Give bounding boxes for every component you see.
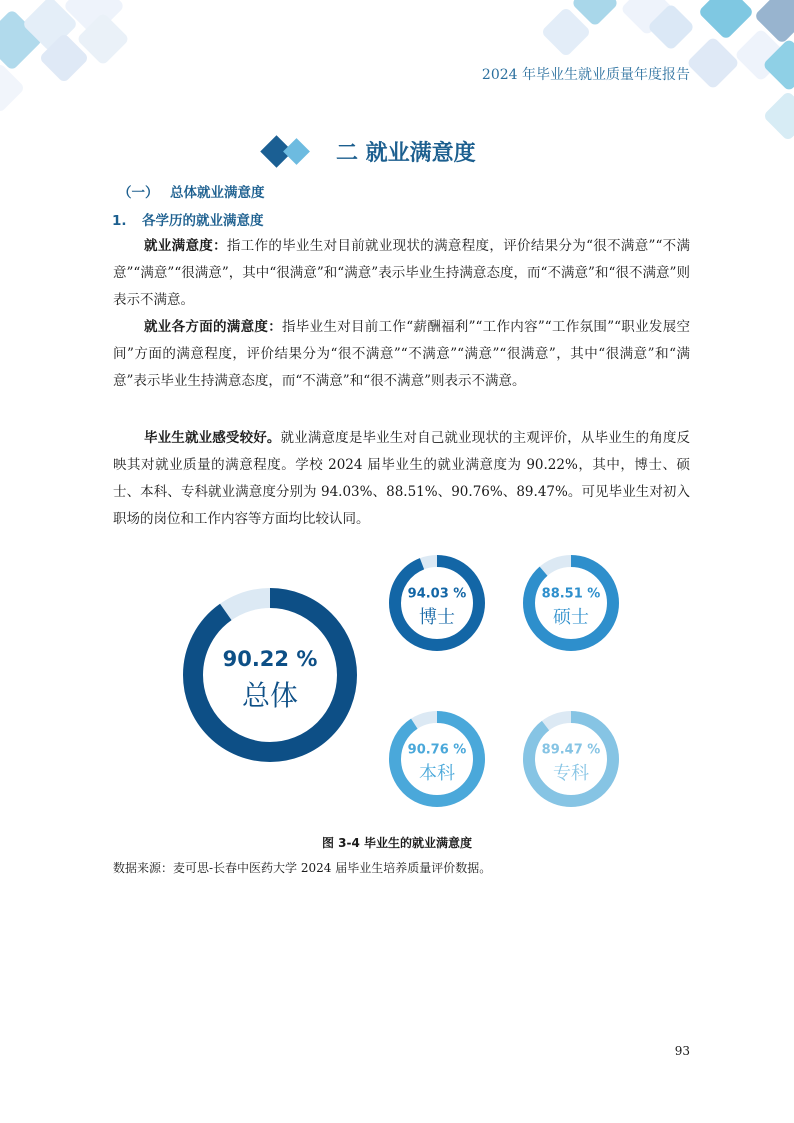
donut-arc-overall bbox=[193, 598, 347, 752]
subsubsection-title: 各学历的就业满意度 bbox=[142, 213, 264, 229]
donut-arc-bachelor bbox=[395, 717, 479, 801]
donut-master bbox=[529, 561, 613, 645]
heading-diamond-light-icon bbox=[283, 138, 310, 165]
donut-category-label-master: 硕士 bbox=[553, 607, 589, 628]
data-source-note: 数据来源：麦可思-长春中医药大学 2024 届毕业生培养质量评价数据。 bbox=[113, 861, 492, 875]
donut-value-label-college: 89.47 % bbox=[541, 742, 601, 758]
figure-caption: 图 3-4 毕业生的就业满意度 bbox=[321, 836, 473, 850]
subsubsection-number: 1. bbox=[112, 213, 127, 229]
subsubsection-heading bbox=[112, 209, 264, 229]
subsection-heading bbox=[118, 181, 265, 201]
paragraph-text: 指工作的毕业生对目前就业现状的满意程度，评价结果分为“很不满意”“不满意”“满意”“很满意”，其中“很满意”和“满意”表示毕业生持满意态度，而“不满意”和“很不满意”则表示不满意。 bbox=[113, 238, 690, 308]
term-aspects: 就业各方面的满意度： bbox=[144, 319, 282, 335]
satisfaction-donut-chart bbox=[0, 540, 794, 830]
donut-arc-phd bbox=[395, 561, 479, 645]
paragraph-definition-aspects bbox=[113, 314, 690, 395]
donut-arc-master bbox=[529, 561, 613, 645]
term-findings: 毕业生就业感受较好。 bbox=[144, 430, 281, 446]
donut-overall bbox=[193, 598, 347, 752]
donut-value-label-bachelor: 90.76 % bbox=[407, 742, 467, 758]
paragraph-definition-satisfaction bbox=[113, 233, 690, 314]
donut-category-label-overall: 总体 bbox=[241, 679, 299, 712]
donut-category-label-bachelor: 本科 bbox=[419, 763, 455, 784]
term-satisfaction: 就业满意度： bbox=[144, 238, 227, 254]
donut-value-label-master: 88.51 % bbox=[541, 586, 601, 602]
paragraph-text: 就业满意度是毕业生对自己就业现状的主观评价，从毕业生的角度反映其对就业质量的满意程度。学校 2024 届毕业生的就业满意度为 90.22%，其中，博士、硕士、本科、专科就业满意度分别为 94.03%、88.51%、90.76%、89.47%。可见毕业生对初入职场的岗位和工作内容等方面均比较认同。 bbox=[113, 430, 691, 527]
donut-value-label-overall: 90.22 % bbox=[222, 647, 318, 671]
paragraph-text: 指毕业生对目前工作“薪酬福利”“工作内容”“工作氛围”“职业发展空间”方面的满意程度，评价结果分为“很不满意”“不满意”“满意”“很满意”，其中“很满意”和“满意”表示毕业生持满意态度，而“不满意”和“很不满意”则表示不满意。 bbox=[113, 319, 691, 389]
page-number: 93 bbox=[674, 1044, 690, 1058]
section-title: 二 就业满意度 bbox=[336, 141, 476, 166]
donut-bachelor bbox=[395, 717, 479, 801]
subsection-title: 总体就业满意度 bbox=[170, 185, 265, 201]
subsection-number: （一） bbox=[118, 185, 159, 201]
donut-phd bbox=[395, 561, 479, 645]
paragraph-findings bbox=[113, 425, 690, 533]
donut-value-label-phd: 94.03 % bbox=[407, 586, 467, 602]
donut-category-label-college: 专科 bbox=[553, 763, 589, 784]
section-heading bbox=[0, 132, 794, 172]
donut-college bbox=[529, 717, 613, 801]
donut-arc-college bbox=[529, 717, 613, 801]
donut-category-label-phd: 博士 bbox=[419, 607, 455, 628]
running-header: 2024 年毕业生就业质量年度报告 bbox=[481, 67, 690, 83]
